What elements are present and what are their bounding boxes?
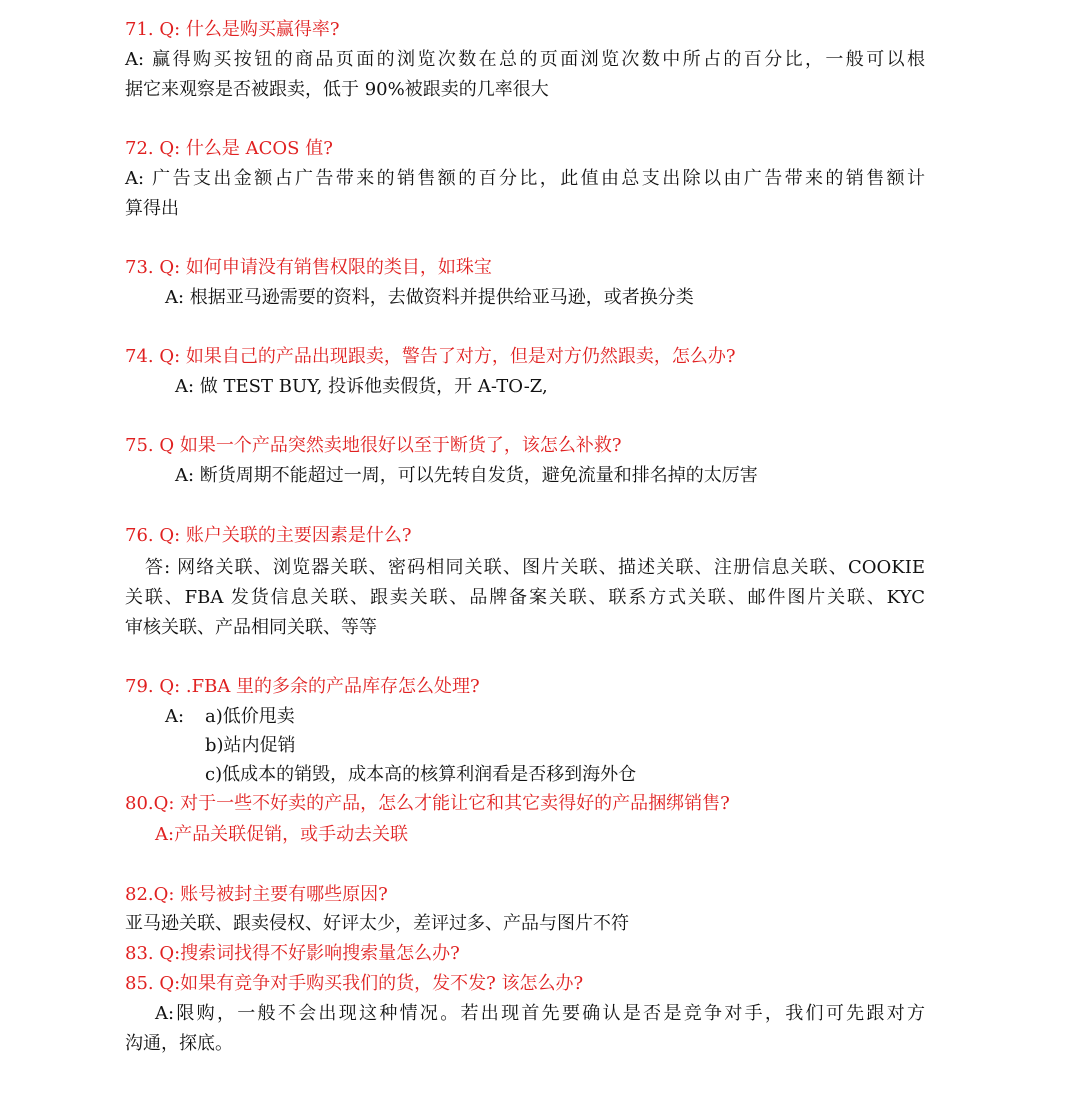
question-71: 71. Q: 什么是购买赢得率? xyxy=(125,19,340,40)
answer-79-label: A: xyxy=(165,706,185,727)
question-83: 83. Q:搜索词找得不好影响搜索量怎么办? xyxy=(125,943,460,964)
question-73: 73. Q: 如何申请没有销售权限的类目，如珠宝 xyxy=(125,257,492,278)
answer-85-line-1: A:限购，一般不会出现这种情况。若出现首先要确认是否是竞争对手，我们可先跟对方 xyxy=(155,1003,925,1024)
question-79: 79. Q: .FBA 里的多余的产品库存怎么处理? xyxy=(125,676,480,697)
question-80: 80.Q: 对于一些不好卖的产品，怎么才能让它和其它卖得好的产品捆绑销售? xyxy=(125,793,730,814)
question-72: 72. Q: 什么是 ACOS 值? xyxy=(125,138,333,159)
answer-71-line-1: A: 赢得购买按钮的商品页面的浏览次数在总的页面浏览次数中所占的百分比，一般可以根 xyxy=(125,49,925,70)
question-76: 76. Q: 账户关联的主要因素是什么? xyxy=(125,525,412,546)
answer-79-option-a: a)低价甩卖 xyxy=(205,706,295,727)
answer-71-line-2: 据它来观察是否被跟卖，低于 90%被跟卖的几率很大 xyxy=(125,79,549,100)
question-75: 75. Q 如果一个产品突然卖地很好以至于断货了，该怎么补救? xyxy=(125,435,622,456)
answer-76-line-1: 答: 网络关联、浏览器关联、密码相同关联、图片关联、描述关联、注册信息关联、COOKIE xyxy=(145,557,925,578)
answer-72-line-1: A: 广告支出金额占广告带来的销售额的百分比，此值由总支出除以由广告带来的销售额计 xyxy=(125,168,925,189)
answer-76-line-2: 关联、FBA 发货信息关联、跟卖关联、品牌备案关联、联系方式关联、邮件图片关联、KYC xyxy=(125,587,925,608)
answer-79-option-b: b)站内促销 xyxy=(205,735,296,756)
question-82: 82.Q: 账号被封主要有哪些原因? xyxy=(125,884,388,905)
answer-75: A: 断货周期不能超过一周，可以先转自发货，避免流量和排名掉的太厉害 xyxy=(175,465,758,486)
answer-74: A: 做 TEST BUY, 投诉他卖假货，开 A-TO-Z, xyxy=(175,376,548,397)
answer-72-line-2: 算得出 xyxy=(125,198,179,219)
question-74: 74. Q: 如果自己的产品出现跟卖，警告了对方，但是对方仍然跟卖，怎么办? xyxy=(125,346,736,367)
answer-76-line-3: 审核关联、产品相同关联、等等 xyxy=(125,617,377,638)
answer-79-option-c: c)低成本的销毁，成本高的核算利润看是否移到海外仓 xyxy=(205,764,637,785)
answer-73: A: 根据亚马逊需要的资料，去做资料并提供给亚马逊，或者换分类 xyxy=(165,287,694,308)
question-85: 85. Q:如果有竞争对手购买我们的货，发不发? 该怎么办? xyxy=(125,973,584,994)
answer-82: 亚马逊关联、跟卖侵权、好评太少，差评过多、产品与图片不符 xyxy=(125,913,629,934)
answer-85-line-2: 沟通，探底。 xyxy=(125,1033,233,1054)
answer-80: A:产品关联促销，或手动去关联 xyxy=(155,824,409,845)
